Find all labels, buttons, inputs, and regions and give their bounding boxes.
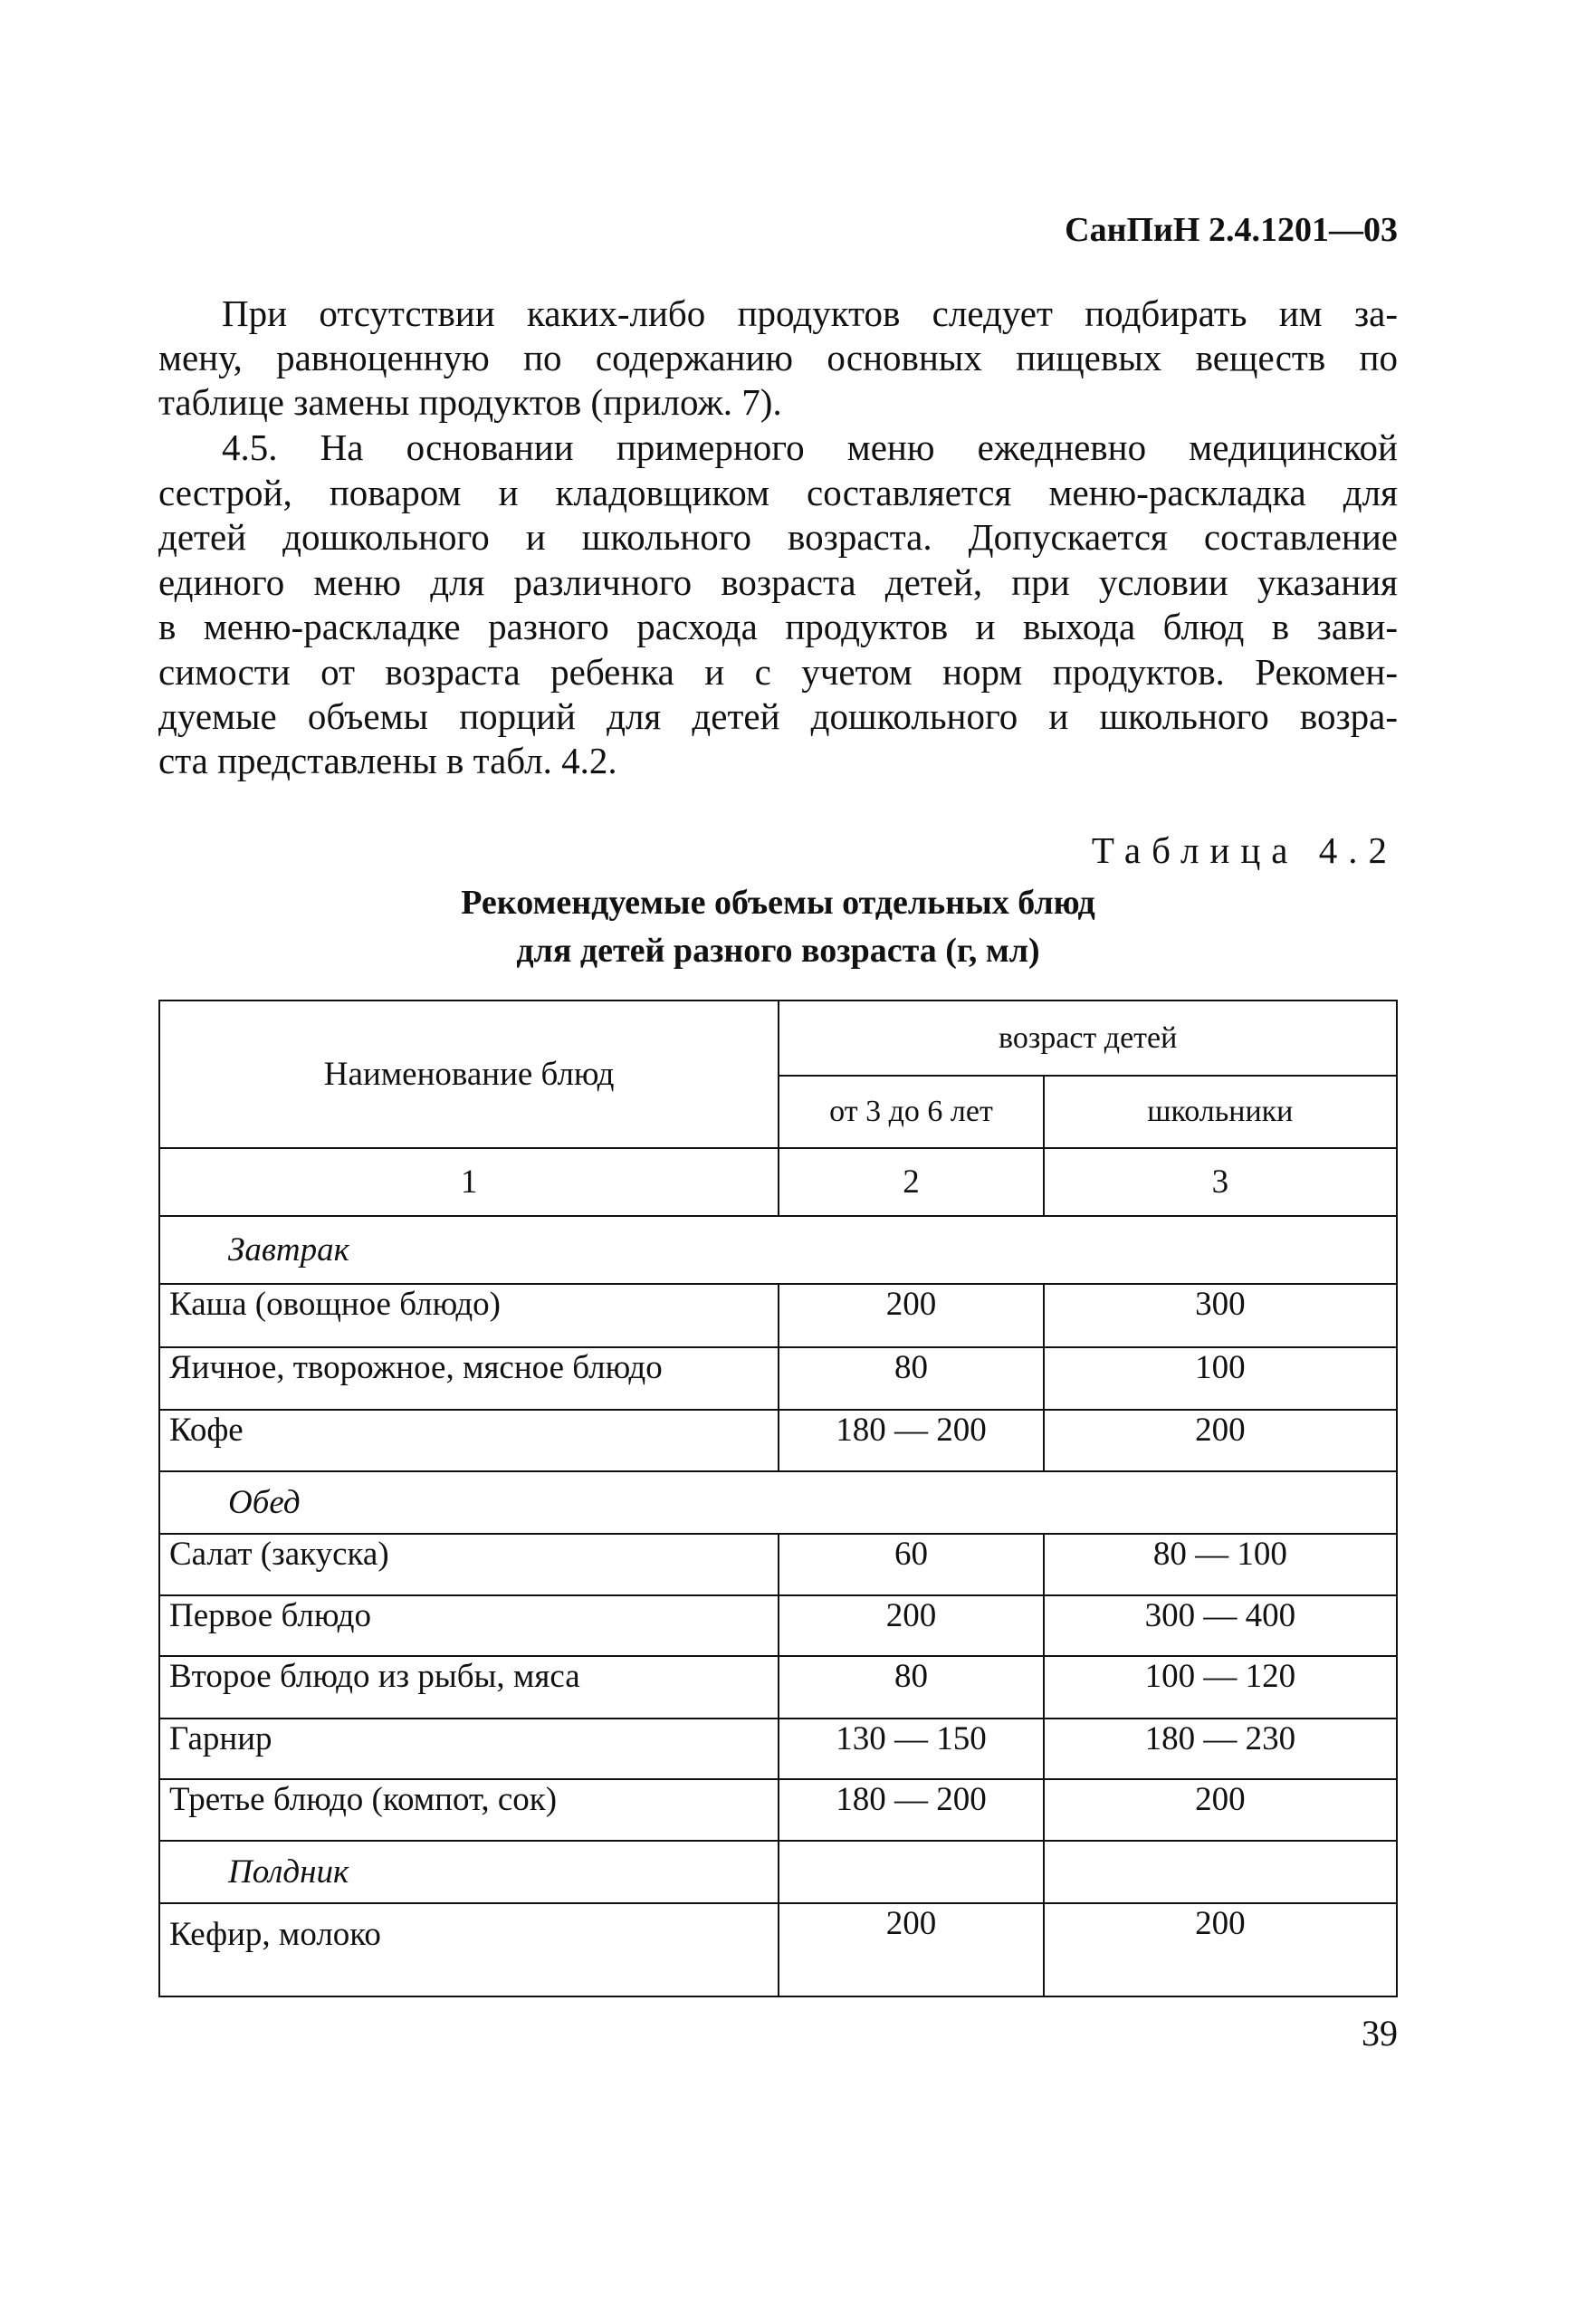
table-title: для детей разного возраста (г, мл) (516, 932, 1040, 970)
paragraph-line: ста представлены в табл. 4.2. (158, 740, 617, 781)
table-title: Рекомендуемые объемы отдельных блюд (461, 884, 1095, 922)
header-age: возраст детей (779, 1001, 1397, 1076)
paragraph-line: таблице замены продуктов (прилож. 7). (158, 381, 782, 423)
paragraph-line: При отсутствии каких-либо продуктов следует подбирать им за- (222, 292, 1398, 334)
dish-name: Каша (овощное блюдо) (159, 1284, 779, 1347)
preschool-value: 60 (779, 1534, 1043, 1595)
school-value: 80 — 100 (1044, 1534, 1397, 1595)
running-header: СанПиН 2.4.1201—03 (1065, 211, 1398, 249)
table-row (159, 1595, 1397, 1656)
portion-table (158, 1000, 1398, 1997)
preschool-value: 180 — 200 (779, 1410, 1043, 1471)
column-number: 1 (159, 1148, 779, 1216)
page-number: 39 (1362, 2013, 1398, 2054)
section-breakfast: Завтрак (159, 1216, 1397, 1284)
school-value: 180 — 230 (1044, 1719, 1397, 1779)
school-value: 100 — 120 (1044, 1656, 1397, 1719)
table-row (159, 1347, 1397, 1410)
paragraph-line: детей дошкольного и школьного возраста. Допускается составление (158, 516, 1398, 558)
school-value: 200 (1044, 1779, 1397, 1841)
paragraph-line: дуемые объемы порций для детей дошкольного и школьного возра- (158, 695, 1398, 737)
school-value: 200 (1044, 1903, 1397, 1996)
paragraph-line: единого меню для различного возраста детей, при условии указания (158, 561, 1398, 603)
table-row (159, 1410, 1397, 1471)
dish-name: Салат (закуска) (159, 1534, 779, 1595)
table-row (159, 1284, 1397, 1347)
header-preschool: от 3 до 6 лет (779, 1076, 1043, 1148)
table-row (159, 1656, 1397, 1719)
preschool-value: 200 (779, 1903, 1043, 1996)
dish-name: Гарнир (159, 1719, 779, 1779)
dish-name: Первое блюдо (159, 1595, 779, 1656)
dish-name: Третье блюдо (компот, сок) (159, 1779, 779, 1841)
header-dish-name: Наименование блюд (159, 1001, 779, 1148)
dish-name: Яичное, творожное, мясное блюдо (159, 1347, 779, 1410)
school-value: 200 (1044, 1410, 1397, 1471)
table-row (159, 1779, 1397, 1841)
table-row (159, 1534, 1397, 1595)
paragraph-line: мену, равноценную по содержанию основных пищевых веществ по (158, 337, 1398, 378)
preschool-value: 80 (779, 1347, 1043, 1410)
school-value: 300 (1044, 1284, 1397, 1347)
paragraph-line: сестрой, поваром и кладовщиком составляется меню-раскладка для (158, 472, 1398, 513)
preschool-value: 200 (779, 1284, 1043, 1347)
paragraph-line: 4.5. На основании примерного меню ежедневно медицинской (222, 426, 1398, 468)
preschool-value: 180 — 200 (779, 1779, 1043, 1841)
column-number: 3 (1044, 1148, 1397, 1216)
preschool-value: 130 — 150 (779, 1719, 1043, 1779)
dish-name: Второе блюдо из рыбы, мяса (159, 1656, 779, 1719)
column-number: 2 (779, 1148, 1043, 1216)
table-label: Таблица 4.2 (1091, 829, 1398, 871)
empty-cell (779, 1841, 1043, 1903)
paragraph-line: в меню-раскладке разного расхода продуктов и выхода блюд в зави- (158, 606, 1398, 647)
table-row (159, 1719, 1397, 1779)
empty-cell (1044, 1841, 1397, 1903)
school-value: 300 — 400 (1044, 1595, 1397, 1656)
preschool-value: 80 (779, 1656, 1043, 1719)
school-value: 100 (1044, 1347, 1397, 1410)
table-row (159, 1903, 1397, 1996)
paragraph-line: симости от возраста ребенка и с учетом норм продуктов. Рекомен- (158, 651, 1398, 693)
dish-name: Кофе (159, 1410, 779, 1471)
section-afternoon-snack: Полдник (159, 1841, 779, 1903)
dish-name: Кефир, молоко (159, 1903, 779, 1996)
section-lunch: Обед (159, 1471, 1397, 1534)
header-school: школьники (1044, 1076, 1397, 1148)
preschool-value: 200 (779, 1595, 1043, 1656)
